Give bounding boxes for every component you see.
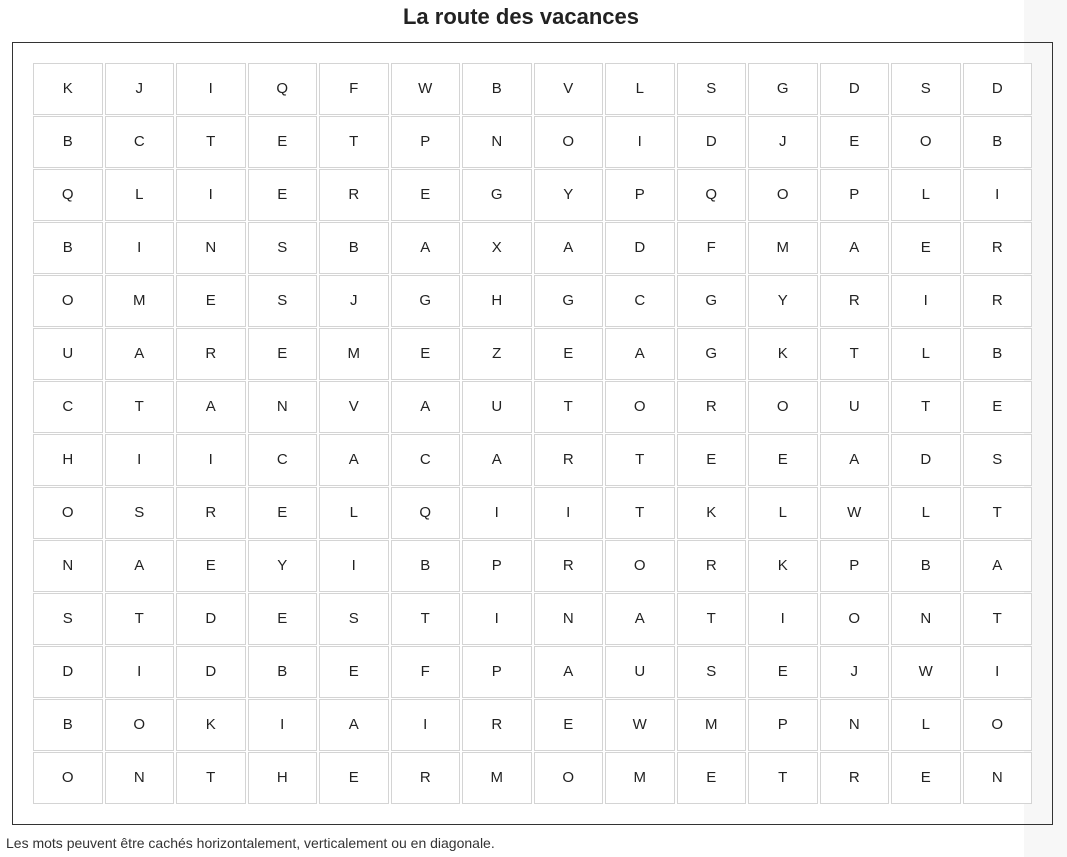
grid-cell[interactable]: I (963, 169, 1033, 221)
grid-cell[interactable]: B (963, 116, 1033, 168)
grid-cell[interactable]: R (677, 540, 747, 592)
grid-cell[interactable]: S (319, 593, 389, 645)
grid-cell[interactable]: G (391, 275, 461, 327)
grid-cell[interactable]: U (33, 328, 103, 380)
grid-cell[interactable]: I (891, 275, 961, 327)
grid-cell[interactable]: M (105, 275, 175, 327)
grid-cell[interactable]: T (319, 116, 389, 168)
grid-cell[interactable]: K (748, 328, 818, 380)
grid-cell[interactable]: A (176, 381, 246, 433)
grid-cell[interactable]: J (748, 116, 818, 168)
grid-cell[interactable]: A (319, 699, 389, 751)
grid-cell[interactable]: R (963, 275, 1033, 327)
grid-cell[interactable]: E (677, 752, 747, 804)
grid-cell[interactable]: B (462, 63, 532, 115)
grid-cell[interactable]: T (820, 328, 890, 380)
grid-cell[interactable]: D (677, 116, 747, 168)
grid-cell[interactable]: M (462, 752, 532, 804)
grid-cell[interactable]: T (105, 381, 175, 433)
grid-cell[interactable]: S (248, 222, 318, 274)
page-title: La route des vacances (402, 4, 639, 29)
grid-cell[interactable]: L (891, 328, 961, 380)
grid-cell[interactable]: A (820, 222, 890, 274)
grid-cell[interactable]: X (462, 222, 532, 274)
grid-cell[interactable]: A (391, 381, 461, 433)
grid-cell[interactable]: A (534, 222, 604, 274)
grid-cell[interactable]: U (605, 646, 675, 698)
grid-cell[interactable]: N (176, 222, 246, 274)
grid-cell[interactable]: R (820, 752, 890, 804)
grid-cell[interactable]: T (176, 752, 246, 804)
grid-cell[interactable]: E (891, 222, 961, 274)
grid-cell[interactable]: O (33, 275, 103, 327)
grid-cell[interactable]: T (534, 381, 604, 433)
grid-cell[interactable]: D (963, 63, 1033, 115)
grid-cell[interactable]: I (748, 593, 818, 645)
grid-cell[interactable]: W (605, 699, 675, 751)
grid-cell[interactable]: I (176, 169, 246, 221)
grid-cell[interactable]: E (391, 328, 461, 380)
grid-cell[interactable]: S (891, 63, 961, 115)
grid-cell[interactable]: I (248, 699, 318, 751)
grid-cell[interactable]: R (462, 699, 532, 751)
grid-cell[interactable]: Q (677, 169, 747, 221)
grid-cell[interactable]: T (176, 116, 246, 168)
grid-cell[interactable]: U (820, 381, 890, 433)
grid-cell[interactable]: E (534, 699, 604, 751)
grid-cell[interactable]: N (248, 381, 318, 433)
grid-cell[interactable]: F (391, 646, 461, 698)
grid-cell[interactable]: L (891, 169, 961, 221)
grid-cell[interactable]: I (534, 487, 604, 539)
grid-cell[interactable]: E (319, 752, 389, 804)
grid-cell[interactable]: E (891, 752, 961, 804)
grid-cell[interactable]: A (605, 593, 675, 645)
grid-cell[interactable]: T (891, 381, 961, 433)
grid-cell[interactable]: M (677, 699, 747, 751)
grid-cell[interactable]: J (319, 275, 389, 327)
grid-cell[interactable]: C (605, 275, 675, 327)
grid-cell[interactable]: O (820, 593, 890, 645)
grid-cell[interactable]: T (391, 593, 461, 645)
grid-cell[interactable]: H (33, 434, 103, 486)
grid-cell[interactable]: R (963, 222, 1033, 274)
grid-cell[interactable]: Z (462, 328, 532, 380)
grid-cell[interactable]: R (534, 434, 604, 486)
grid-cell[interactable]: B (33, 222, 103, 274)
grid-cell[interactable]: B (391, 540, 461, 592)
grid-cell[interactable]: O (605, 540, 675, 592)
grid-cell[interactable]: I (462, 487, 532, 539)
grid-cell[interactable]: K (176, 699, 246, 751)
grid-cell[interactable]: T (105, 593, 175, 645)
grid-cell[interactable]: N (462, 116, 532, 168)
grid-cell[interactable]: A (462, 434, 532, 486)
grid-cell[interactable]: A (534, 646, 604, 698)
grid-cell[interactable]: I (176, 434, 246, 486)
grid-cell[interactable]: I (105, 434, 175, 486)
grid-cell[interactable]: R (176, 487, 246, 539)
grid-cell[interactable]: S (248, 275, 318, 327)
grid-cell[interactable]: F (319, 63, 389, 115)
grid-cell[interactable]: D (891, 434, 961, 486)
grid-cell[interactable]: E (248, 593, 318, 645)
grid-cell[interactable]: E (248, 328, 318, 380)
grid-cell[interactable]: W (820, 487, 890, 539)
grid-cell[interactable]: S (105, 487, 175, 539)
grid-cell[interactable]: T (605, 434, 675, 486)
grid-cell[interactable]: L (891, 699, 961, 751)
grid-cell[interactable]: B (33, 116, 103, 168)
grid-cell[interactable]: P (391, 116, 461, 168)
grid-cell[interactable]: E (963, 381, 1033, 433)
grid-cell[interactable]: T (677, 593, 747, 645)
grid-cell[interactable]: W (891, 646, 961, 698)
grid-cell[interactable]: T (748, 752, 818, 804)
grid-cell[interactable]: G (534, 275, 604, 327)
grid-cell[interactable]: P (748, 699, 818, 751)
grid-cell[interactable]: E (748, 434, 818, 486)
grid-cell[interactable]: O (748, 381, 818, 433)
grid-cell[interactable]: C (248, 434, 318, 486)
grid-cell[interactable]: R (391, 752, 461, 804)
grid-cell[interactable]: O (748, 169, 818, 221)
grid-cell[interactable]: B (248, 646, 318, 698)
grid-cell[interactable]: W (391, 63, 461, 115)
grid-cell[interactable]: P (820, 540, 890, 592)
grid-cell[interactable]: N (963, 752, 1033, 804)
grid-cell[interactable]: E (248, 169, 318, 221)
grid-cell[interactable]: G (677, 328, 747, 380)
grid-cell[interactable]: E (248, 116, 318, 168)
grid-cell[interactable]: D (176, 646, 246, 698)
grid-cell[interactable]: I (963, 646, 1033, 698)
grid-cell[interactable]: A (820, 434, 890, 486)
grid-cell[interactable]: G (748, 63, 818, 115)
grid-cell[interactable]: B (33, 699, 103, 751)
grid-cell[interactable]: Y (534, 169, 604, 221)
grid-cell[interactable]: S (33, 593, 103, 645)
grid-cell[interactable]: T (605, 487, 675, 539)
grid-cell[interactable]: L (891, 487, 961, 539)
grid-cell[interactable]: D (605, 222, 675, 274)
grid-cell[interactable]: K (33, 63, 103, 115)
grid-cell[interactable]: I (391, 699, 461, 751)
word-search-grid (33, 63, 1032, 804)
grid-cell[interactable]: P (820, 169, 890, 221)
grid-cell[interactable]: E (176, 275, 246, 327)
grid-cell[interactable]: U (462, 381, 532, 433)
grid-cell[interactable]: A (105, 540, 175, 592)
grid-cell[interactable]: S (677, 63, 747, 115)
grid-cell[interactable]: E (319, 646, 389, 698)
grid-cell[interactable]: D (820, 63, 890, 115)
grid-cell[interactable]: Q (33, 169, 103, 221)
grid-cell[interactable]: N (33, 540, 103, 592)
grid-cell[interactable]: O (963, 699, 1033, 751)
grid-cell[interactable]: A (391, 222, 461, 274)
grid-cell[interactable]: E (820, 116, 890, 168)
grid-cell[interactable]: L (105, 169, 175, 221)
grid-cell[interactable]: Y (748, 275, 818, 327)
grid-cell[interactable]: R (319, 169, 389, 221)
grid-cell[interactable]: M (605, 752, 675, 804)
grid-cell[interactable]: K (748, 540, 818, 592)
grid-cell[interactable]: V (319, 381, 389, 433)
grid-cell[interactable]: G (462, 169, 532, 221)
grid-cell[interactable]: E (391, 169, 461, 221)
grid-cell[interactable]: N (820, 699, 890, 751)
grid-cell[interactable]: J (105, 63, 175, 115)
grid-cell[interactable]: P (462, 540, 532, 592)
grid-cell[interactable]: H (248, 752, 318, 804)
grid-cell[interactable]: D (176, 593, 246, 645)
grid-cell[interactable]: N (534, 593, 604, 645)
grid-cell[interactable]: E (748, 646, 818, 698)
grid-cell[interactable]: I (319, 540, 389, 592)
grid-cell[interactable]: P (462, 646, 532, 698)
grid-cell[interactable]: R (176, 328, 246, 380)
grid-cell[interactable]: A (319, 434, 389, 486)
grid-cell[interactable]: N (891, 593, 961, 645)
grid-cell[interactable]: I (462, 593, 532, 645)
grid-cell[interactable]: B (963, 328, 1033, 380)
grid-cell[interactable]: F (677, 222, 747, 274)
grid-cell[interactable]: Q (391, 487, 461, 539)
grid-cell[interactable]: O (105, 699, 175, 751)
grid-cell[interactable]: D (33, 646, 103, 698)
grid-cell[interactable]: I (105, 646, 175, 698)
grid-cell[interactable]: C (391, 434, 461, 486)
grid-cell[interactable]: G (677, 275, 747, 327)
grid-cell[interactable]: C (33, 381, 103, 433)
grid-cell[interactable]: R (534, 540, 604, 592)
grid-cell[interactable]: K (677, 487, 747, 539)
grid-cell[interactable]: R (677, 381, 747, 433)
grid-cell[interactable]: I (176, 63, 246, 115)
grid-cell[interactable]: O (534, 116, 604, 168)
grid-cell[interactable]: C (105, 116, 175, 168)
grid-cell[interactable]: A (963, 540, 1033, 592)
grid-cell[interactable]: T (963, 593, 1033, 645)
grid-cell[interactable]: P (605, 169, 675, 221)
grid-cell[interactable]: L (319, 487, 389, 539)
grid-cell[interactable]: E (176, 540, 246, 592)
grid-cell[interactable]: A (105, 328, 175, 380)
grid-cell[interactable]: T (963, 487, 1033, 539)
grid-cell[interactable]: L (605, 63, 675, 115)
grid-cell[interactable]: L (748, 487, 818, 539)
grid-cell[interactable]: R (820, 275, 890, 327)
grid-cell[interactable]: E (534, 328, 604, 380)
instructions-text: Les mots peuvent être cachés horizontalement, verticalement ou en diagonale. (6, 835, 495, 851)
grid-cell[interactable]: O (891, 116, 961, 168)
grid-cell[interactable]: M (748, 222, 818, 274)
grid-cell[interactable]: Y (248, 540, 318, 592)
grid-cell[interactable]: M (319, 328, 389, 380)
grid-cell[interactable]: O (33, 752, 103, 804)
grid-cell[interactable]: V (534, 63, 604, 115)
grid-cell[interactable]: E (677, 434, 747, 486)
grid-cell[interactable]: I (605, 116, 675, 168)
grid-cell[interactable]: E (248, 487, 318, 539)
grid-cell[interactable]: S (963, 434, 1033, 486)
grid-cell[interactable]: I (105, 222, 175, 274)
grid-cell[interactable]: J (820, 646, 890, 698)
grid-cell[interactable]: H (462, 275, 532, 327)
grid-cell[interactable]: B (319, 222, 389, 274)
grid-cell[interactable]: O (605, 381, 675, 433)
grid-cell[interactable]: O (33, 487, 103, 539)
grid-cell[interactable]: S (677, 646, 747, 698)
grid-cell[interactable]: O (534, 752, 604, 804)
grid-cell[interactable]: Q (248, 63, 318, 115)
grid-cell[interactable]: N (105, 752, 175, 804)
grid-cell[interactable]: B (891, 540, 961, 592)
grid-cell[interactable]: A (605, 328, 675, 380)
